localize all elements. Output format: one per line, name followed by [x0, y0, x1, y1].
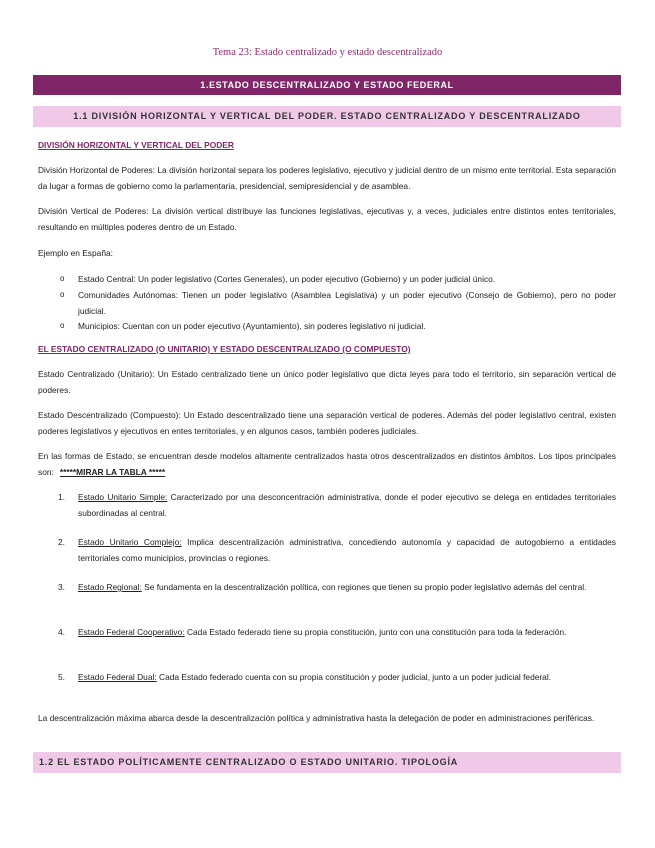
type-item-federal-dual	[78, 669, 616, 685]
paragraph-conclusion: La descentralización máxima abarca desde la descentralización política y administrativa hasta la delegación de poder en administraciones periféricas.	[38, 713, 595, 723]
type-item-unitario-simple	[78, 489, 616, 521]
example-bullet-municipios: Municipios: Cuentan con un poder ejecutivo (Ayuntamiento), sin poderes legislativo ni judicial.	[78, 321, 426, 331]
example-bullet-estado-central: Estado Central: Un poder legislativo (Cortes Generales), un poder ejecutivo (Gobierno) y un poder judicial único.	[78, 274, 496, 284]
paragraph-division-horizontal: División Horizontal de Poderes: La división horizontal separa los poderes legislativo, ejecutivo y judicial dentro de un mismo ente territorial. Esta separación da lugar a formas de gobierno como la parlamentaria, presidencial, semipresidencial y de asamblea.	[38, 165, 616, 191]
paragraph-division-vertical: División Vertical de Poderes: La división vertical distribuye las funciones legislativas, ejecutivas y, a veces, judiciales entre distintos entes territoriales, resultando en múltiples poderes dentro de un Estado.	[38, 206, 616, 232]
type-description: Cada Estado federado cuenta con su propia constitución y poder judicial, junto a un poder judicial federal.	[156, 672, 552, 682]
subsection-title-2: 1.2 EL ESTADO POLÍTICAMENTE CENTRALIZADO O ESTADO UNITARIO. TIPOLOGÍA	[33, 752, 621, 773]
paragraph-estado-centralizado: Estado Centralizado (Unitario): Un Estado centralizado tiene un único poder legislativo que dicta leyes para todo el territorio, sin separación vertical de poderes.	[38, 369, 616, 395]
section-title-bar: 1.ESTADO DESCENTRALIZADO Y ESTADO FEDERAL	[33, 75, 621, 95]
table-reference: *****MIRAR LA TABLA *****	[59, 467, 166, 477]
subsection-title-1: 1.1 DIVISIÓN HORIZONTAL Y VERTICAL DEL PODER. ESTADO CENTRALIZADO Y DESCENTRALIZADO	[33, 106, 621, 127]
type-term: Estado Federal Cooperativo:	[78, 627, 185, 637]
type-description: Caracterizado por una desconcentración administrativa, donde el poder ejecutivo se delega en entidades territoriales subordinadas al central.	[78, 492, 616, 518]
bullet-marker: o	[60, 274, 65, 283]
type-description: Se fundamenta en la descentralización política, con regiones que tienen su propio poder legislativo además del central.	[141, 582, 587, 592]
type-item-regional	[78, 579, 616, 595]
type-number: 4.	[58, 627, 65, 637]
type-term: Estado Unitario Simple:	[78, 492, 168, 502]
type-term: Estado Unitario Complejo:	[78, 537, 182, 547]
heading-estados: EL ESTADO CENTRALIZADO (O UNITARIO) Y ESTADO DESCENTRALIZADO (O COMPUESTO)	[38, 344, 411, 354]
type-number: 5.	[58, 672, 65, 682]
example-label: Ejemplo en España:	[38, 248, 113, 258]
type-number: 2.	[58, 537, 65, 547]
type-item-unitario-complejo	[78, 534, 616, 566]
type-number: 1.	[58, 492, 65, 502]
running-header: Tema 23: Estado centralizado y estado descentralizado	[212, 47, 443, 58]
type-description: Cada Estado federado tiene su propia constitución, junto con una constitución para toda la federación.	[184, 627, 567, 637]
paragraph-estado-descentralizado: Estado Descentralizado (Compuesto): Un Estado descentralizado tiene una separación vertical de poderes. Además del poder legislativo central, existen poderes legislativos y ejecutivos en entes territoriales, y en algunos casos, también poderes judiciales.	[38, 410, 616, 436]
type-item-federal-cooperativo	[78, 624, 616, 640]
paragraph-formas-estado	[38, 448, 616, 480]
type-term: Estado Regional:	[78, 582, 142, 592]
type-number: 3.	[58, 582, 65, 592]
example-bullet-comunidades: Comunidades Autónomas: Tienen un poder legislativo (Asamblea Legislativa) y un poder ejecutivo (Consejo de Gobierno), pero no poder judicial.	[78, 290, 616, 316]
bullet-marker: o	[60, 321, 65, 330]
formas-text: En las formas de Estado, se encuentran desde modelos altamente centralizados hasta otros descentralizados en distintos ámbitos. Los tipos principales son:	[38, 451, 616, 477]
heading-division-poder: DIVISIÓN HORIZONTAL Y VERTICAL DEL PODER	[38, 140, 234, 150]
bullet-marker: o	[60, 290, 65, 299]
type-term: Estado Federal Dual:	[78, 672, 157, 682]
type-description: Implica descentralización administrativa, concediendo autonomía y capacidad de autogobierno a entidades territoriales como municipios, provincias o regiones.	[78, 537, 616, 563]
